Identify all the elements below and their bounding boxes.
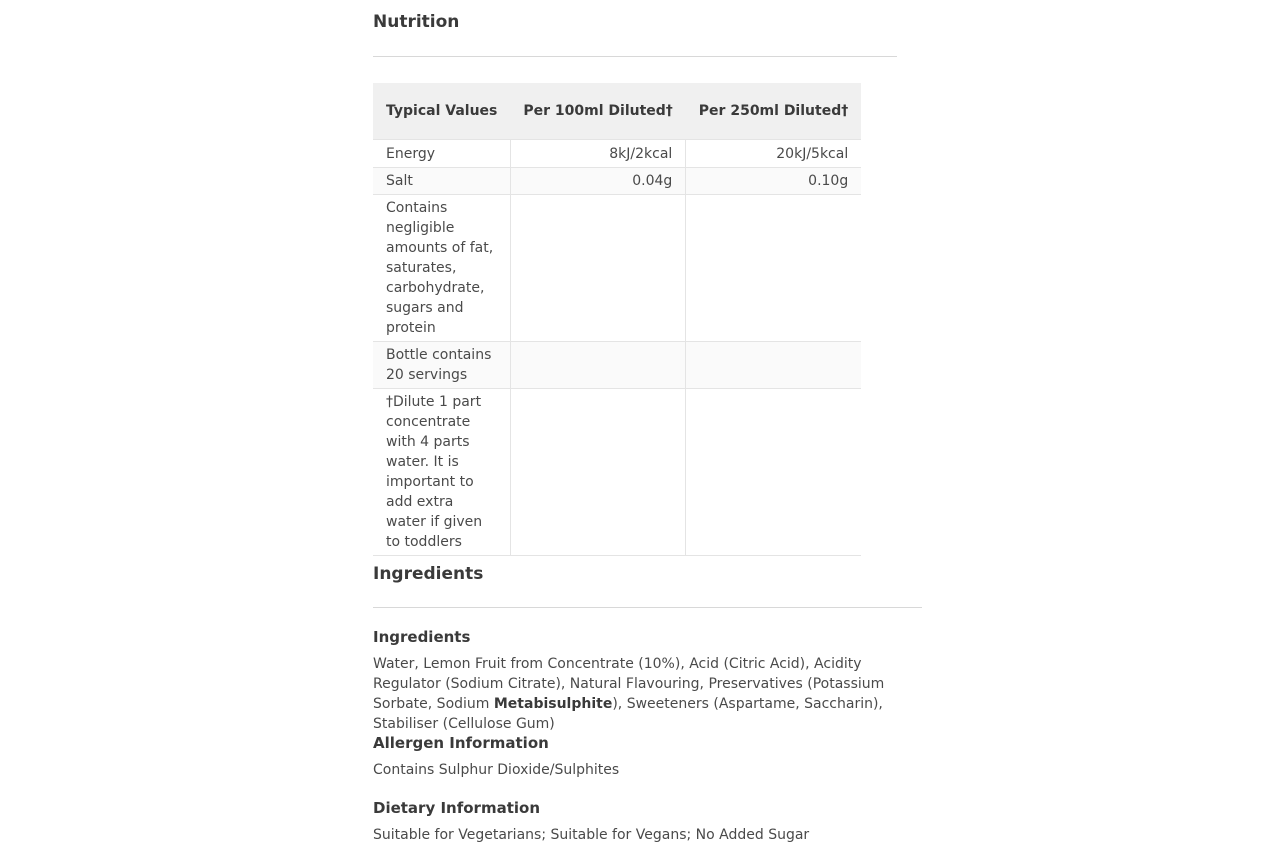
nutrition-heading: Nutrition bbox=[373, 12, 460, 32]
nutrition-divider bbox=[373, 56, 897, 57]
header-per-100ml: Per 100ml Diluted† bbox=[510, 83, 685, 140]
allergen-text: Contains Sulphur Dioxide/Sulphites bbox=[373, 762, 620, 778]
value-per-100ml bbox=[510, 342, 685, 389]
header-per-250ml: Per 250ml Diluted† bbox=[686, 83, 861, 140]
row-label: Contains negligible amounts of fat, saturates, carbohydrate, sugars and protein bbox=[373, 195, 510, 342]
allergen-heading: Allergen Information bbox=[373, 734, 549, 752]
value-per-250ml: 20kJ/5kcal bbox=[686, 140, 861, 168]
nutrition-table-header-row bbox=[373, 83, 861, 140]
value-per-100ml bbox=[510, 389, 685, 556]
table-row-dilution-note bbox=[373, 389, 861, 556]
header-typical-values: Typical Values bbox=[373, 83, 510, 140]
dietary-text: Suitable for Vegetarians; Suitable for Vegans; No Added Sugar bbox=[373, 827, 810, 843]
ingredients-list bbox=[373, 654, 918, 734]
value-per-250ml bbox=[686, 389, 861, 556]
ingredients-divider bbox=[373, 607, 922, 608]
nutrition-table bbox=[373, 83, 861, 556]
value-per-250ml bbox=[686, 195, 861, 342]
allergen-highlight: Metabisulphite bbox=[493, 696, 613, 712]
row-label: Bottle contains 20 servings bbox=[373, 342, 510, 389]
dietary-heading: Dietary Information bbox=[373, 799, 540, 817]
row-label: †Dilute 1 part concentrate with 4 parts water. It is important to add extra water if given to toddlers bbox=[373, 389, 510, 556]
value-per-250ml: 0.10g bbox=[686, 168, 861, 195]
table-row-servings bbox=[373, 342, 861, 389]
ingredients-heading: Ingredients bbox=[373, 564, 484, 584]
row-label: Salt bbox=[373, 168, 510, 195]
ingredients-subheading: Ingredients bbox=[373, 628, 471, 646]
ingredients-text-part2: ), Sweeteners (Aspartame, Saccharin), Stabiliser (Cellulose Gum) bbox=[373, 696, 883, 732]
table-row-negligible bbox=[373, 195, 861, 342]
table-row-energy bbox=[373, 140, 861, 168]
value-per-250ml bbox=[686, 342, 861, 389]
value-per-100ml: 0.04g bbox=[510, 168, 685, 195]
ingredients-text-part1: Water, Lemon Fruit from Concentrate (10%), Acid (Citric Acid), Acidity Regulator (Sodium Citrate), Natural Flavouring, Preservatives (Potassium Sorbate, Sodium bbox=[373, 656, 885, 712]
value-per-100ml bbox=[510, 195, 685, 342]
row-label: Energy bbox=[373, 140, 510, 168]
table-row-salt bbox=[373, 168, 861, 195]
value-per-100ml: 8kJ/2kcal bbox=[510, 140, 685, 168]
